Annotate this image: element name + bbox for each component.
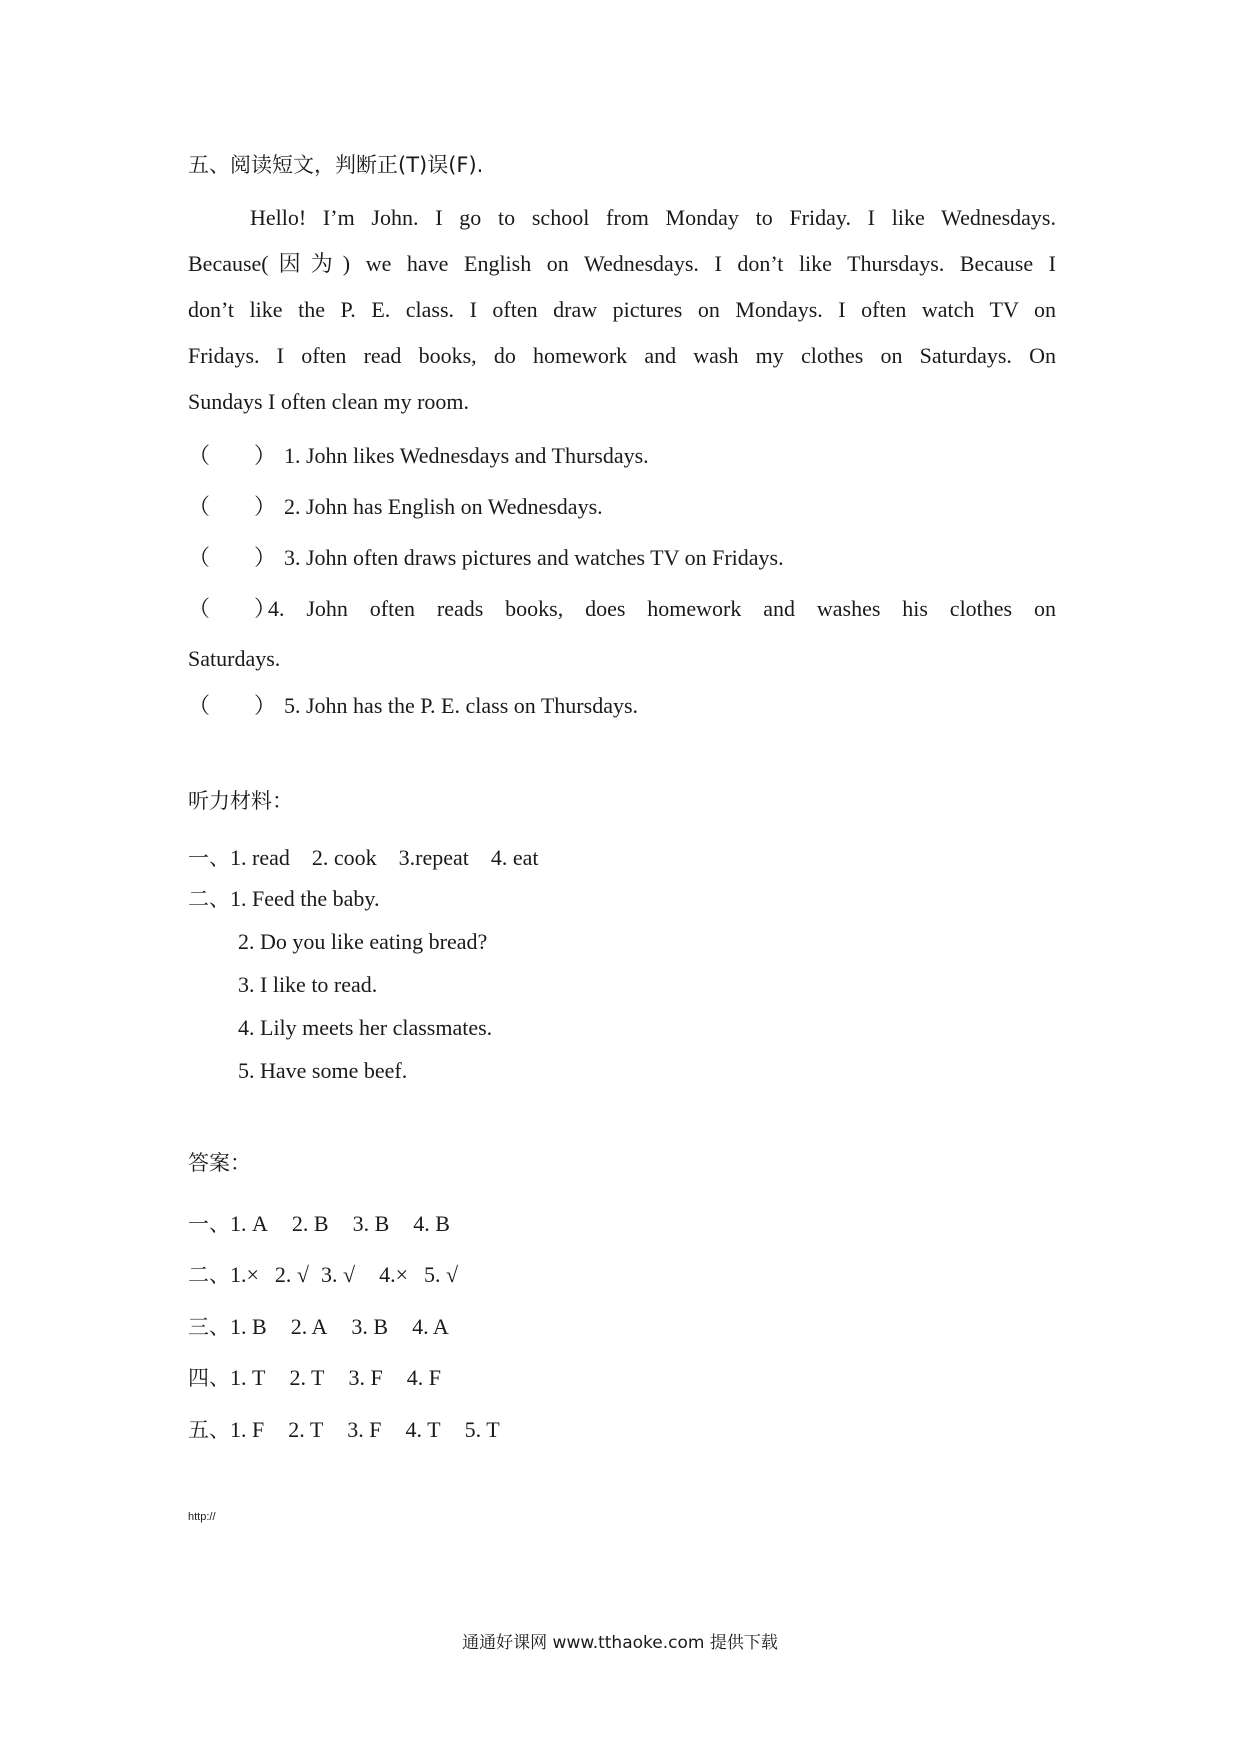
answer-blank: （ ） <box>188 596 277 621</box>
listening-item: 3. I like to read. <box>238 972 378 997</box>
reading-passage <box>188 195 1056 425</box>
answer-item: 2. T <box>289 1365 325 1390</box>
listening-item: 2. cook <box>311 845 377 870</box>
row-label: 五、 <box>188 1418 230 1442</box>
listening-item: 4. eat <box>490 845 539 870</box>
row-label: 三、 <box>188 1315 230 1339</box>
passage-line: Because(因为) we have English on Wednesdays. I don’t like Thursdays. Because I <box>188 251 1056 276</box>
answer-blank: （ ） <box>188 545 277 570</box>
answer-item: 3. √ <box>321 1262 356 1287</box>
answer-item: 4.× <box>379 1262 408 1287</box>
question-text: 1. John likes Wednesdays and Thursdays. <box>284 443 649 468</box>
question-item <box>188 543 784 573</box>
answer-item: 4. A <box>412 1314 449 1339</box>
url-text: http:// <box>188 1511 216 1523</box>
passage-line: Hello! I’m John. I go to school from Monday to Friday. I like Wednesdays. <box>250 205 1056 230</box>
answer-item: 1.× <box>230 1262 259 1287</box>
answer-item: 2. √ <box>274 1262 309 1287</box>
listening-item: 1. read <box>230 845 290 870</box>
answer-item: 4. T <box>405 1417 441 1442</box>
answer-blank: （ ） <box>188 693 277 718</box>
answer-row <box>188 1312 449 1342</box>
answer-blank: （ ） <box>188 443 277 468</box>
answer-item: 3. F <box>347 1417 382 1442</box>
answer-item: 4. B <box>413 1211 450 1236</box>
question-item <box>188 594 1056 624</box>
answer-item: 4. F <box>406 1365 441 1390</box>
listening-item: 1. Feed the baby. <box>230 886 380 911</box>
answer-item: 2. A <box>290 1314 328 1339</box>
row-label: 二、 <box>188 1263 230 1287</box>
passage-line: Sundays I often clean my room. <box>188 389 470 414</box>
answer-item: 1. F <box>230 1417 265 1442</box>
answer-item: 5. T <box>464 1417 500 1442</box>
answer-item: 2. T <box>288 1417 324 1442</box>
answer-row <box>188 1260 458 1290</box>
listening-item: 3.repeat <box>398 845 469 870</box>
listening-item: 5. Have some beef. <box>238 1058 408 1083</box>
listening-part2 <box>188 884 379 914</box>
part-label: 一、 <box>188 846 230 870</box>
answer-item: 1. B <box>230 1314 267 1339</box>
answer-row <box>188 1209 450 1239</box>
listening-item: 2. Do you like eating bread? <box>238 929 488 954</box>
question-continuation: Saturdays. <box>188 646 281 671</box>
listening-heading: 听力材料： <box>188 789 293 813</box>
row-label: 四、 <box>188 1366 230 1390</box>
answer-item: 5. √ <box>424 1262 459 1287</box>
page-footer: 通通好课网 www.tthaoke.com 提供下载 <box>462 1633 778 1653</box>
answer-row <box>188 1415 500 1445</box>
row-label: 一、 <box>188 1212 230 1236</box>
question-text: 4. John often reads books, does homework and washes his clothes on <box>268 596 1056 621</box>
answer-row <box>188 1363 441 1393</box>
question-item <box>188 691 638 721</box>
passage-line: don’t like the P. E. class. I often draw pictures on Mondays. I often watch TV on <box>188 297 1056 322</box>
question-item <box>188 492 603 522</box>
answer-item: 3. B <box>351 1314 389 1339</box>
answer-item: 1. A <box>230 1211 268 1236</box>
passage-line: Fridays. I often read books, do homework and wash my clothes on Saturdays. On <box>188 343 1056 368</box>
section-heading: 五、阅读短文，判断正(T)误(F). <box>188 153 484 177</box>
listening-item: 4. Lily meets her classmates. <box>238 1015 493 1040</box>
answer-item: 2. B <box>291 1211 329 1236</box>
question-text: 5. John has the P. E. class on Thursdays. <box>284 693 639 718</box>
answer-item: 3. F <box>348 1365 383 1390</box>
answer-blank: （ ） <box>188 494 277 519</box>
question-item <box>188 441 649 471</box>
question-text: 2. John has English on Wednesdays. <box>284 494 603 519</box>
question-text: 3. John often draws pictures and watches TV on Fridays. <box>284 545 784 570</box>
listening-part1 <box>188 843 539 873</box>
answers-heading: 答案： <box>188 1151 251 1175</box>
answer-item: 1. T <box>230 1365 266 1390</box>
part-label: 二、 <box>188 887 230 911</box>
answer-item: 3. B <box>352 1211 390 1236</box>
